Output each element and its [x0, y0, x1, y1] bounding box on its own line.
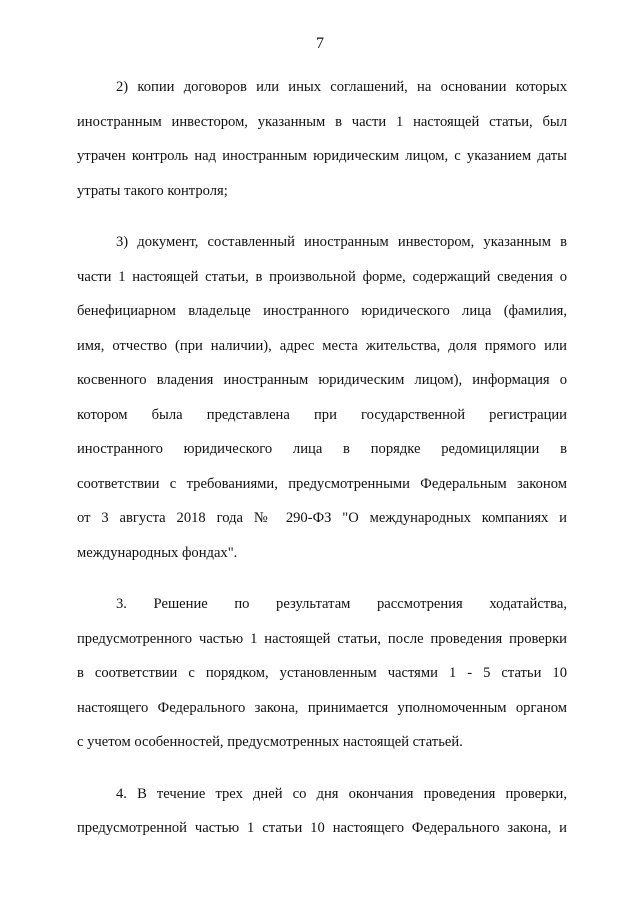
paragraph-item-3	[77, 225, 567, 570]
text-line: с учетом особенностей, предусмотренных настоящей статьей.	[77, 734, 463, 750]
paragraph-part-4	[77, 777, 567, 846]
paragraph-part-3	[77, 587, 567, 760]
text-line: иностранным инвестором, указанным в части 1 настоящей статьи, был	[77, 113, 567, 130]
text-line: от 3 августа 2018 года № 290-ФЗ "О международных компаниях и	[77, 510, 567, 526]
text-line: имя, отчество (при наличии), адрес места жительства, доля прямого или	[77, 337, 567, 354]
text-line: международных фондах".	[77, 544, 238, 561]
text-line: 2) копии договоров или иных соглашений, на основании которых	[116, 79, 567, 95]
text-line: котором была представлена при государственной регистрации	[77, 406, 567, 423]
page-number: 7	[316, 35, 324, 52]
text-line: 4. В течение трех дней со дня окончания проведения проверки,	[116, 785, 567, 802]
text-line: утрачен контроль над иностранным юридическим лицом, с указанием даты	[77, 148, 567, 164]
document-body	[77, 70, 567, 863]
text-line: 3. Решение по результатам рассмотрения ходатайства,	[116, 596, 567, 612]
text-line: 3) документ, составленный иностранным инвестором, указанным в	[116, 234, 567, 250]
text-line: в соответствии с порядком, установленным частями 1 - 5 статьи 10	[77, 665, 567, 681]
text-line: бенефициарном владельце иностранного юридического лица (фамилия,	[77, 303, 567, 319]
text-line: косвенного владения иностранным юридическим лицом), информация о	[77, 372, 567, 388]
paragraph-item-2	[77, 70, 567, 208]
text-line: предусмотренного частью 1 настоящей статьи, после проведения проверки	[77, 630, 567, 647]
text-line: части 1 настоящей статьи, в произвольной форме, содержащий сведения о	[77, 268, 567, 285]
text-line: настоящего Федерального закона, принимается уполномоченным органом	[77, 699, 567, 716]
text-line: иностранного юридического лица в порядке редомициляции в	[77, 441, 567, 457]
text-line: утраты такого контроля;	[77, 182, 228, 199]
text-line: предусмотренной частью 1 статьи 10 настоящего Федерального закона, и	[77, 820, 567, 836]
text-line: соответствии с требованиями, предусмотренными Федеральным законом	[77, 475, 567, 492]
